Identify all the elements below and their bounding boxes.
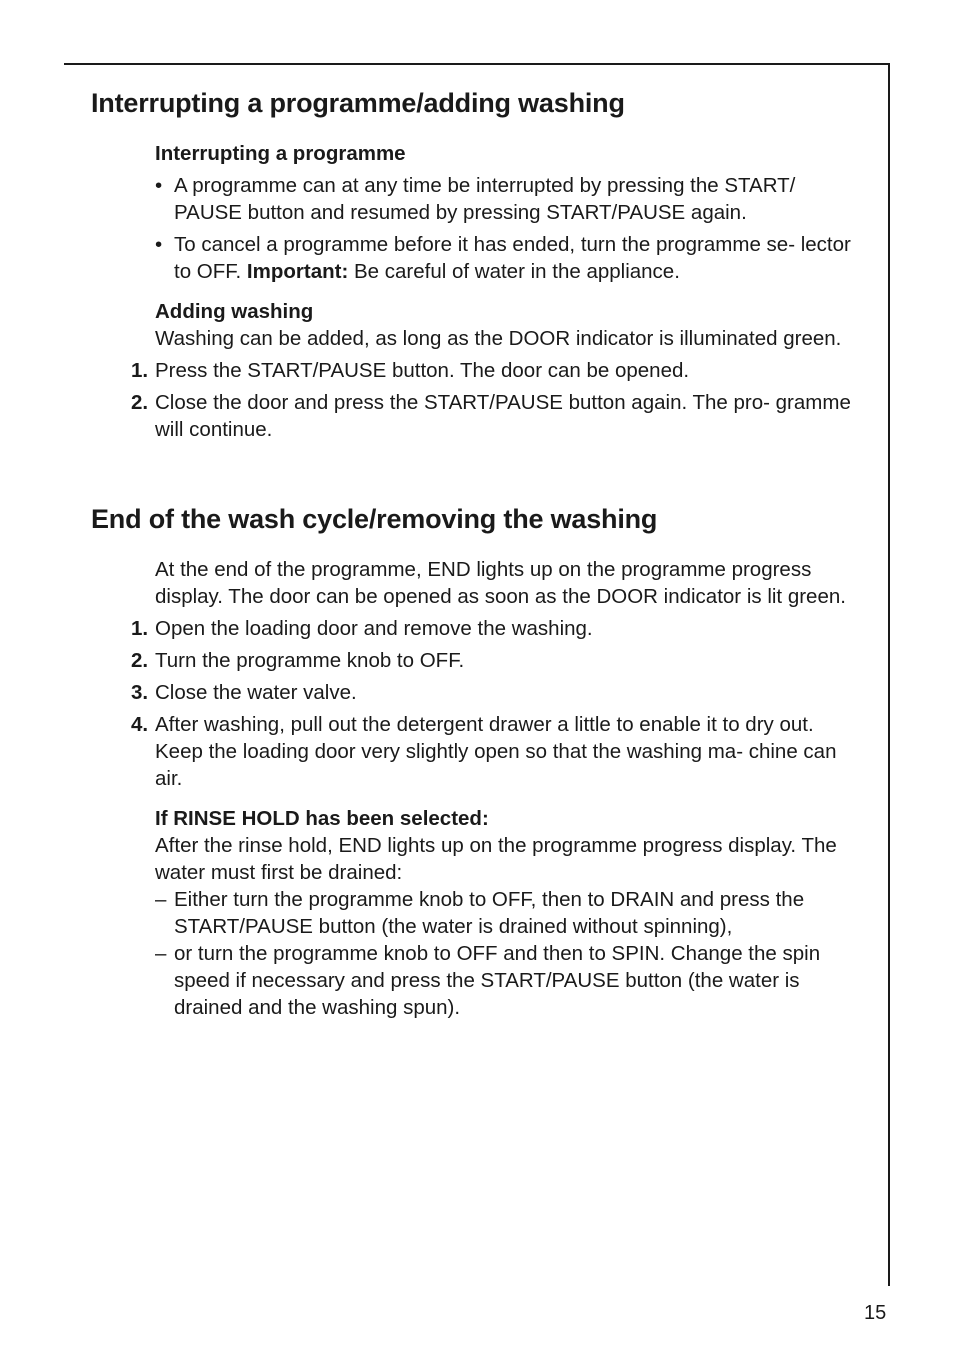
step-item: 1. Open the loading door and remove the washing.	[131, 617, 593, 640]
step-number: 2.	[131, 391, 149, 414]
adding-washing-intro: Washing can be added, as long as the DOOR indicator is illuminated green.	[155, 327, 842, 350]
bullet-list	[155, 172, 860, 285]
steps-list	[131, 615, 860, 792]
step-number: 1.	[131, 359, 149, 382]
dash-item: – Either turn the programme knob to OFF, then to DRAIN and press the START/PAUSE button (the water is drained without spinning),	[155, 886, 860, 940]
subheading-interrupting: Interrupting a programme	[155, 142, 406, 165]
important-label: Important:	[246, 260, 349, 283]
dash-item: – or turn the programme knob to OFF and then to SPIN. Change the spin speed if necessary and press the START/PAUSE button (the water is drained and the washing spun).	[155, 940, 860, 1021]
dash-list	[155, 886, 860, 1021]
section-title-interrupting: Interrupting a programme/adding washing	[91, 88, 625, 118]
bullet-item: • To cancel a programme before it has ended, turn the programme se- lector to OFF. Important: Be careful of water in the appliance.	[155, 231, 860, 285]
right-rule	[888, 63, 890, 1286]
step-number: 4.	[131, 713, 149, 736]
step-item: 3. Close the water valve.	[131, 681, 357, 704]
step-item: 4. After washing, pull out the detergent drawer a little to enable it to dry out. Keep the loading door very slightly open so that the washing ma- chine can air.	[131, 713, 837, 790]
end-of-cycle-intro: At the end of the programme, END lights up on the programme progress display. The door can be opened as soon as the DOOR indicator is lit green.	[155, 558, 846, 608]
section-end-of-cycle	[131, 556, 860, 1021]
step-item: 2. Close the door and press the START/PAUSE button again. The pro- gramme will continue.	[131, 391, 851, 441]
section-interrupting	[131, 140, 860, 443]
step-number: 2.	[131, 649, 149, 672]
rinse-hold-intro: After the rinse hold, END lights up on the programme progress display. The water must first be drained:	[155, 834, 837, 884]
step-item: 1. Press the START/PAUSE button. The door can be opened.	[131, 359, 690, 382]
subheading-adding-washing: Adding washing	[155, 300, 314, 323]
page-number: 15	[864, 1302, 887, 1324]
subheading-rinse-hold: If RINSE HOLD has been selected:	[155, 807, 489, 830]
top-rule	[64, 63, 890, 65]
step-item: 2. Turn the programme knob to OFF.	[131, 649, 465, 672]
bullet-item: • A programme can at any time be interrupted by pressing the START/ PAUSE button and resumed by pressing START/PAUSE again.	[155, 172, 860, 226]
step-number: 1.	[131, 617, 149, 640]
steps-list	[131, 357, 860, 443]
step-number: 3.	[131, 681, 149, 704]
section-title-end-of-cycle: End of the wash cycle/removing the washing	[91, 504, 658, 534]
